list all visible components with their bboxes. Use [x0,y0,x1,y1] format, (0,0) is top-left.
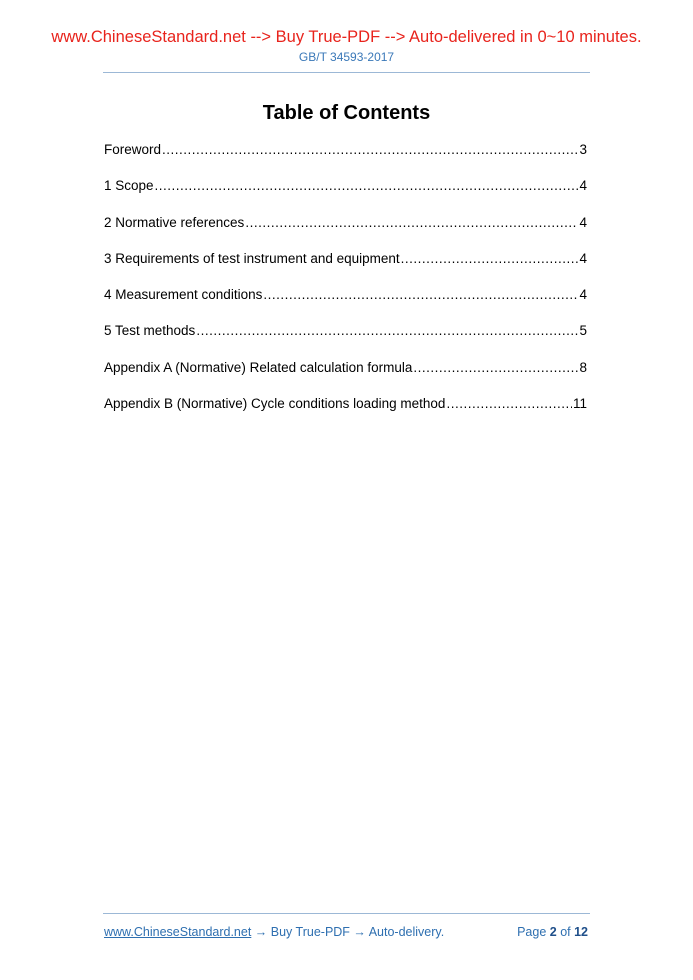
toc-entry-normative-references[interactable] [104,215,587,251]
toc-entry-label: Appendix A (Normative) Related calculation formula [104,359,413,375]
dot-leader [162,142,578,158]
toc-entry-page: 4 [579,178,587,194]
toc-entry-label: 5 Test methods [104,323,196,339]
toc-entry-label: Appendix B (Normative) Cycle conditions loading method [104,396,446,412]
toc-entry-label: 2 Normative references [104,214,245,230]
footer-promo-text: → Buy True-PDF → Auto-delivery. [251,925,445,939]
of-word: of [556,925,575,939]
toc-entry-page: 11 [572,396,587,412]
toc-entry-appendix-b[interactable] [104,396,587,432]
page-word: Page [517,925,550,939]
toc-entry-page: 4 [579,250,587,266]
dot-leader [401,251,579,267]
page-footer [104,925,588,941]
dot-leader [446,396,572,412]
toc-entry-page: 3 [579,142,587,157]
toc-entry-label: 1 Scope [104,178,154,194]
toc-entry-page: 5 [579,323,587,339]
toc-title: Table of Contents [262,102,431,124]
dot-leader [263,287,578,303]
toc-entry-foreword[interactable] [104,142,587,178]
footer-promo [104,925,444,939]
toc-entry-test-methods[interactable] [104,323,587,359]
toc-entry-scope[interactable] [104,178,587,214]
total-pages-number: 12 [574,925,588,939]
toc-entry-appendix-a[interactable] [104,360,587,396]
header-divider [103,72,590,73]
page-indicator [517,925,588,939]
toc-entry-page: 8 [579,359,587,375]
table-of-contents [104,142,587,432]
site-link[interactable]: www.ChineseStandard.net [104,925,252,939]
toc-entry-page: 4 [579,214,587,230]
toc-entry-requirements[interactable] [104,251,587,287]
header-promo-text: www.ChineseStandard.net --> Buy True-PDF --> Auto-delivered in 0~10 minutes. [51,28,642,46]
footer-divider [103,913,590,914]
toc-entry-label: Foreword [104,142,162,157]
toc-entry-label: 4 Measurement conditions [104,287,263,303]
dot-leader [413,360,578,376]
current-page-number: 2 [549,925,557,939]
toc-entry-page: 4 [579,287,587,303]
toc-entry-measurement-conditions[interactable] [104,287,587,323]
toc-entry-label: 3 Requirements of test instrument and equipment [104,250,400,266]
dot-leader [245,215,578,231]
dot-leader [155,178,579,194]
dot-leader [196,323,578,339]
standard-code: GB/T 34593-2017 [298,50,395,64]
